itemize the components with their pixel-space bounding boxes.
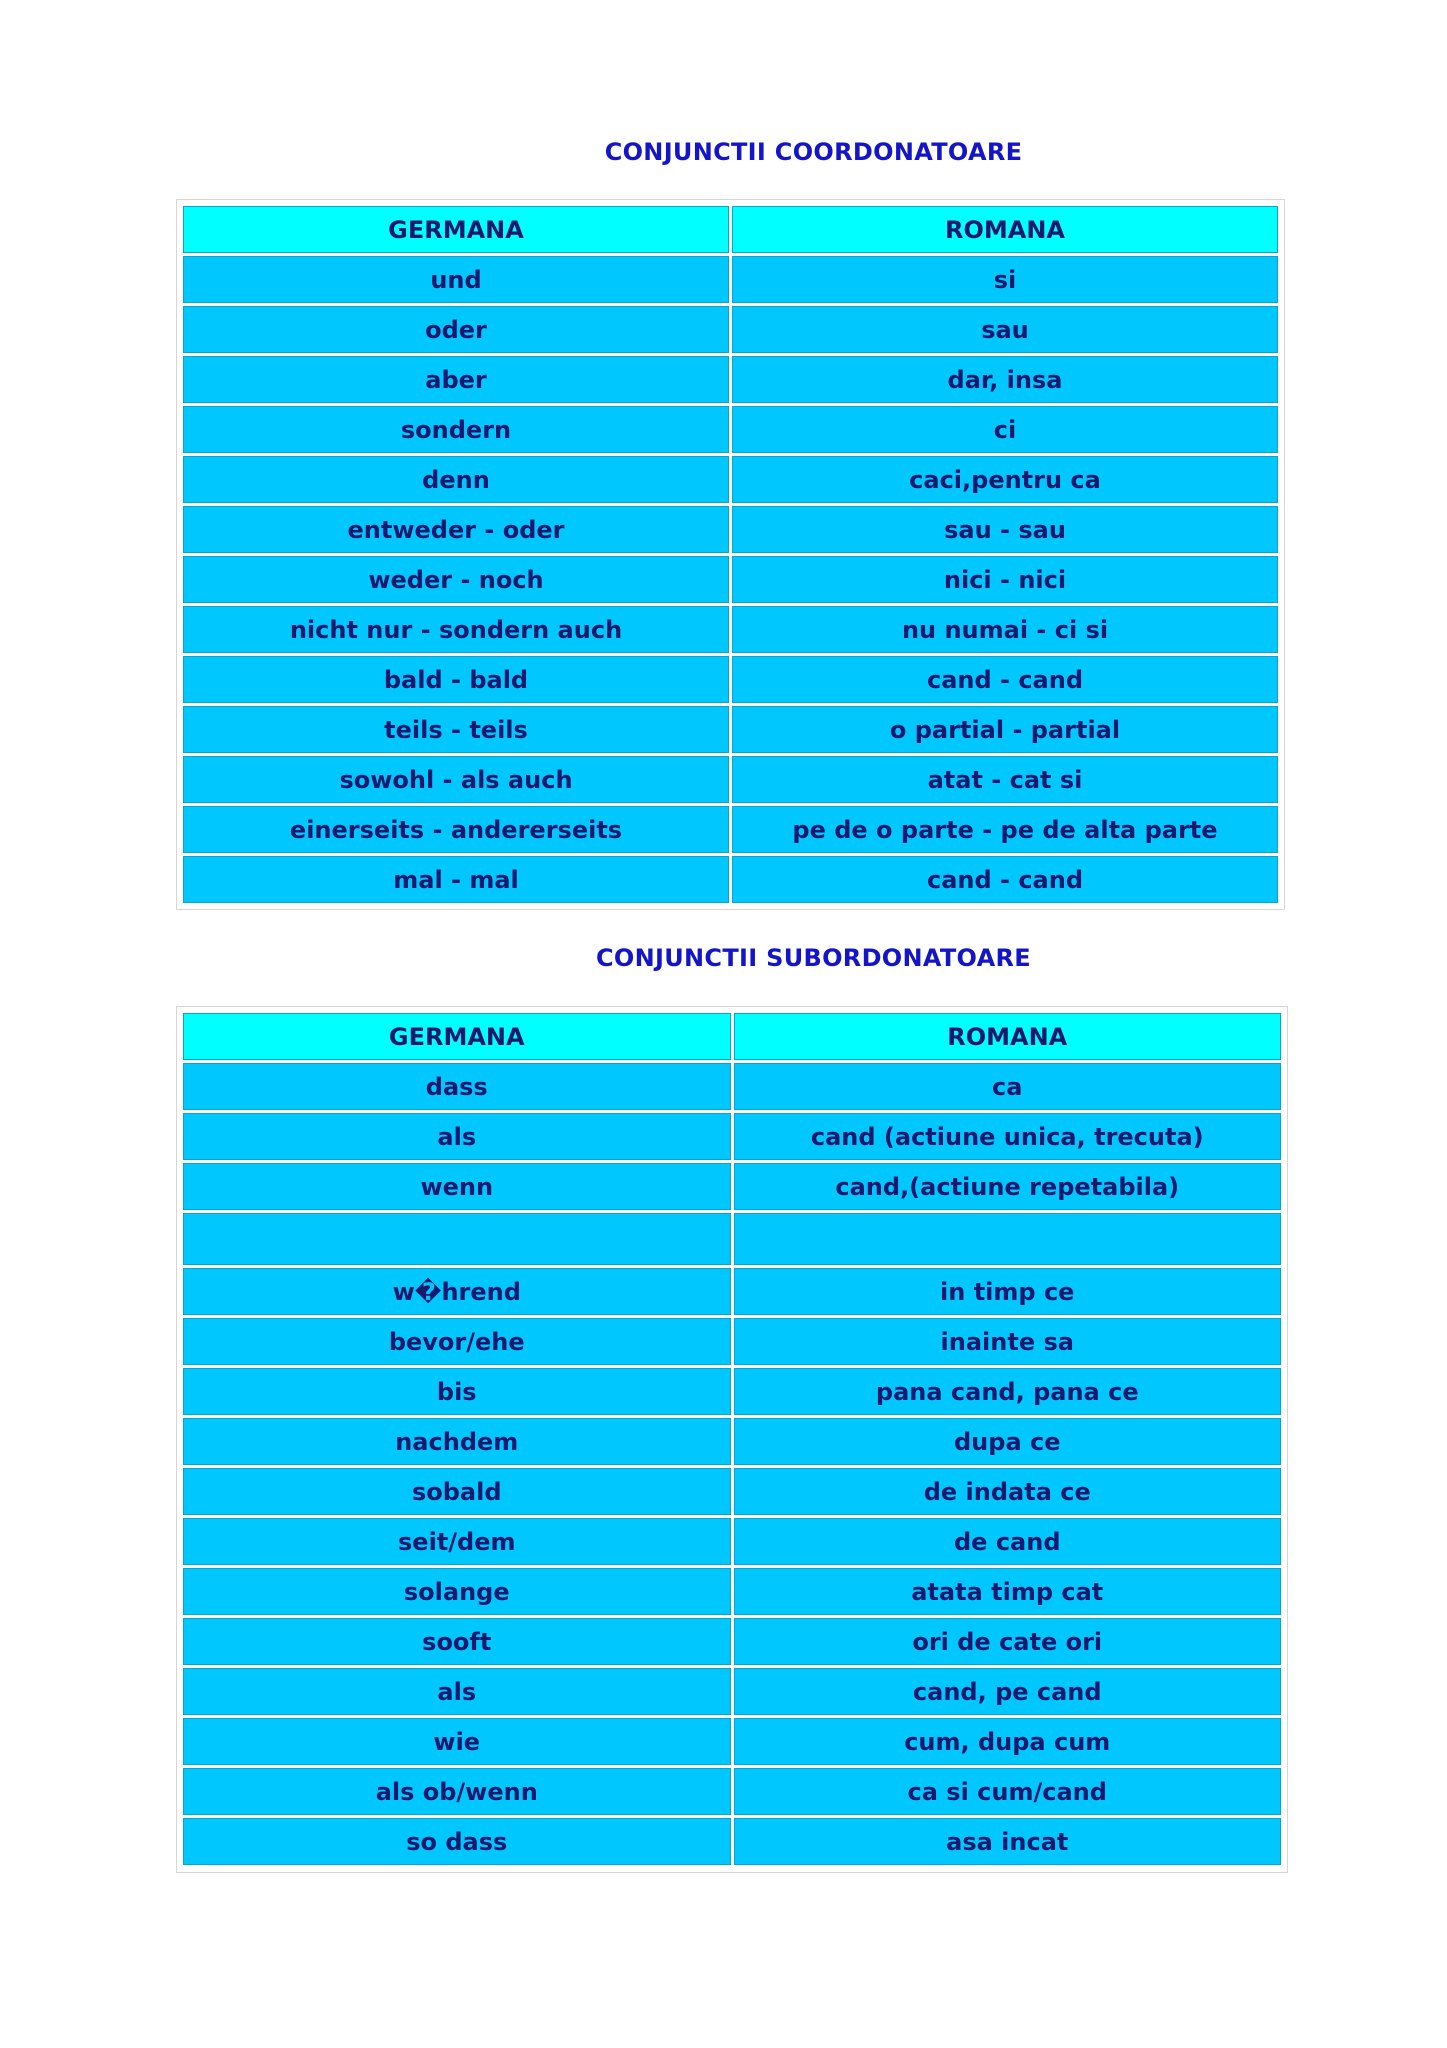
cell-germana: nachdem bbox=[183, 1418, 731, 1465]
cell-germana: oder bbox=[183, 306, 729, 353]
table-row bbox=[183, 256, 1278, 303]
cell-romana: ori de cate ori bbox=[734, 1618, 1282, 1665]
cell-germana: sowohl - als auch bbox=[183, 756, 729, 803]
cell-romana: cum, dupa cum bbox=[734, 1718, 1282, 1765]
cell-germana: solange bbox=[183, 1568, 731, 1615]
header-germana: GERMANA bbox=[183, 206, 729, 253]
cell-romana: cand (actiune unica, trecuta) bbox=[734, 1113, 1282, 1160]
cell-romana: ca si cum/cand bbox=[734, 1768, 1282, 1815]
cell-germana: teils - teils bbox=[183, 706, 729, 753]
cell-romana: si bbox=[732, 256, 1278, 303]
cell-romana: ci bbox=[732, 406, 1278, 453]
cell-romana: in timp ce bbox=[734, 1268, 1282, 1315]
cell-germana: dass bbox=[183, 1063, 731, 1110]
table-row bbox=[183, 1518, 1281, 1565]
header-germana: GERMANA bbox=[183, 1013, 731, 1060]
table-row bbox=[183, 756, 1278, 803]
cell-romana: de cand bbox=[734, 1518, 1282, 1565]
cell-romana: ca bbox=[734, 1063, 1282, 1110]
cell-romana: de indata ce bbox=[734, 1468, 1282, 1515]
cell-germana: mal - mal bbox=[183, 856, 729, 903]
table-row bbox=[183, 456, 1278, 503]
cell-germana: einerseits - andererseits bbox=[183, 806, 729, 853]
cell-romana: caci,pentru ca bbox=[732, 456, 1278, 503]
cell-germana: w�hrend bbox=[183, 1268, 731, 1315]
cell-germana: als bbox=[183, 1668, 731, 1715]
cell-germana: sondern bbox=[183, 406, 729, 453]
cell-germana: so dass bbox=[183, 1818, 731, 1865]
cell-romana bbox=[734, 1213, 1282, 1265]
cell-romana: o partial - partial bbox=[732, 706, 1278, 753]
table-row bbox=[183, 656, 1278, 703]
cell-romana: sau - sau bbox=[732, 506, 1278, 553]
section-title-subordonatoare: CONJUNCTII SUBORDONATOARE bbox=[596, 944, 1031, 972]
cell-romana: asa incat bbox=[734, 1818, 1282, 1865]
table-row bbox=[183, 306, 1278, 353]
table-row bbox=[183, 1418, 1281, 1465]
table-row bbox=[183, 606, 1278, 653]
cell-germana: weder - noch bbox=[183, 556, 729, 603]
cell-romana: dar, insa bbox=[732, 356, 1278, 403]
cell-romana: sau bbox=[732, 306, 1278, 353]
table-row bbox=[183, 1718, 1281, 1765]
cell-germana: nicht nur - sondern auch bbox=[183, 606, 729, 653]
table-row bbox=[183, 506, 1278, 553]
cell-germana: als ob/wenn bbox=[183, 1768, 731, 1815]
cell-romana: cand - cand bbox=[732, 656, 1278, 703]
cell-romana: dupa ce bbox=[734, 1418, 1282, 1465]
cell-germana: bevor/ehe bbox=[183, 1318, 731, 1365]
cell-romana: pana cand, pana ce bbox=[734, 1368, 1282, 1415]
section-title-coordonatoare: CONJUNCTII COORDONATOARE bbox=[604, 138, 1023, 166]
cell-germana: entweder - oder bbox=[183, 506, 729, 553]
cell-germana: wie bbox=[183, 1718, 731, 1765]
table-row bbox=[183, 856, 1278, 903]
cell-germana: denn bbox=[183, 456, 729, 503]
table-row bbox=[183, 1268, 1281, 1315]
header-romana: ROMANA bbox=[734, 1013, 1282, 1060]
table-header-row bbox=[183, 206, 1278, 253]
table-row bbox=[183, 1113, 1281, 1160]
cell-germana: sooft bbox=[183, 1618, 731, 1665]
table-row bbox=[183, 806, 1278, 853]
table-row bbox=[183, 1368, 1281, 1415]
cell-romana: nu numai - ci si bbox=[732, 606, 1278, 653]
table-row bbox=[183, 556, 1278, 603]
table-row bbox=[183, 406, 1278, 453]
cell-germana: seit/dem bbox=[183, 1518, 731, 1565]
table-row bbox=[183, 1618, 1281, 1665]
table-row bbox=[183, 356, 1278, 403]
header-romana: ROMANA bbox=[732, 206, 1278, 253]
table-row bbox=[183, 1318, 1281, 1365]
table-row bbox=[183, 1568, 1281, 1615]
cell-germana: als bbox=[183, 1113, 731, 1160]
table-row bbox=[183, 1163, 1281, 1210]
cell-germana: aber bbox=[183, 356, 729, 403]
cell-germana: sobald bbox=[183, 1468, 731, 1515]
cell-romana: cand - cand bbox=[732, 856, 1278, 903]
table-subordonatoare bbox=[176, 1006, 1288, 1873]
table-row-empty bbox=[183, 1213, 1281, 1265]
cell-germana bbox=[183, 1213, 731, 1265]
cell-romana: pe de o parte - pe de alta parte bbox=[732, 806, 1278, 853]
cell-germana: bald - bald bbox=[183, 656, 729, 703]
cell-romana: cand,(actiune repetabila) bbox=[734, 1163, 1282, 1210]
cell-romana: atata timp cat bbox=[734, 1568, 1282, 1615]
cell-romana: inainte sa bbox=[734, 1318, 1282, 1365]
table-row bbox=[183, 1063, 1281, 1110]
cell-germana: und bbox=[183, 256, 729, 303]
cell-romana: nici - nici bbox=[732, 556, 1278, 603]
table-row bbox=[183, 706, 1278, 753]
table-row bbox=[183, 1818, 1281, 1865]
table-row bbox=[183, 1468, 1281, 1515]
table-row bbox=[183, 1768, 1281, 1815]
cell-germana: bis bbox=[183, 1368, 731, 1415]
table-coordonatoare bbox=[176, 199, 1285, 910]
cell-romana: cand, pe cand bbox=[734, 1668, 1282, 1715]
cell-germana: wenn bbox=[183, 1163, 731, 1210]
table-header-row bbox=[183, 1013, 1281, 1060]
cell-romana: atat - cat si bbox=[732, 756, 1278, 803]
table-row bbox=[183, 1668, 1281, 1715]
